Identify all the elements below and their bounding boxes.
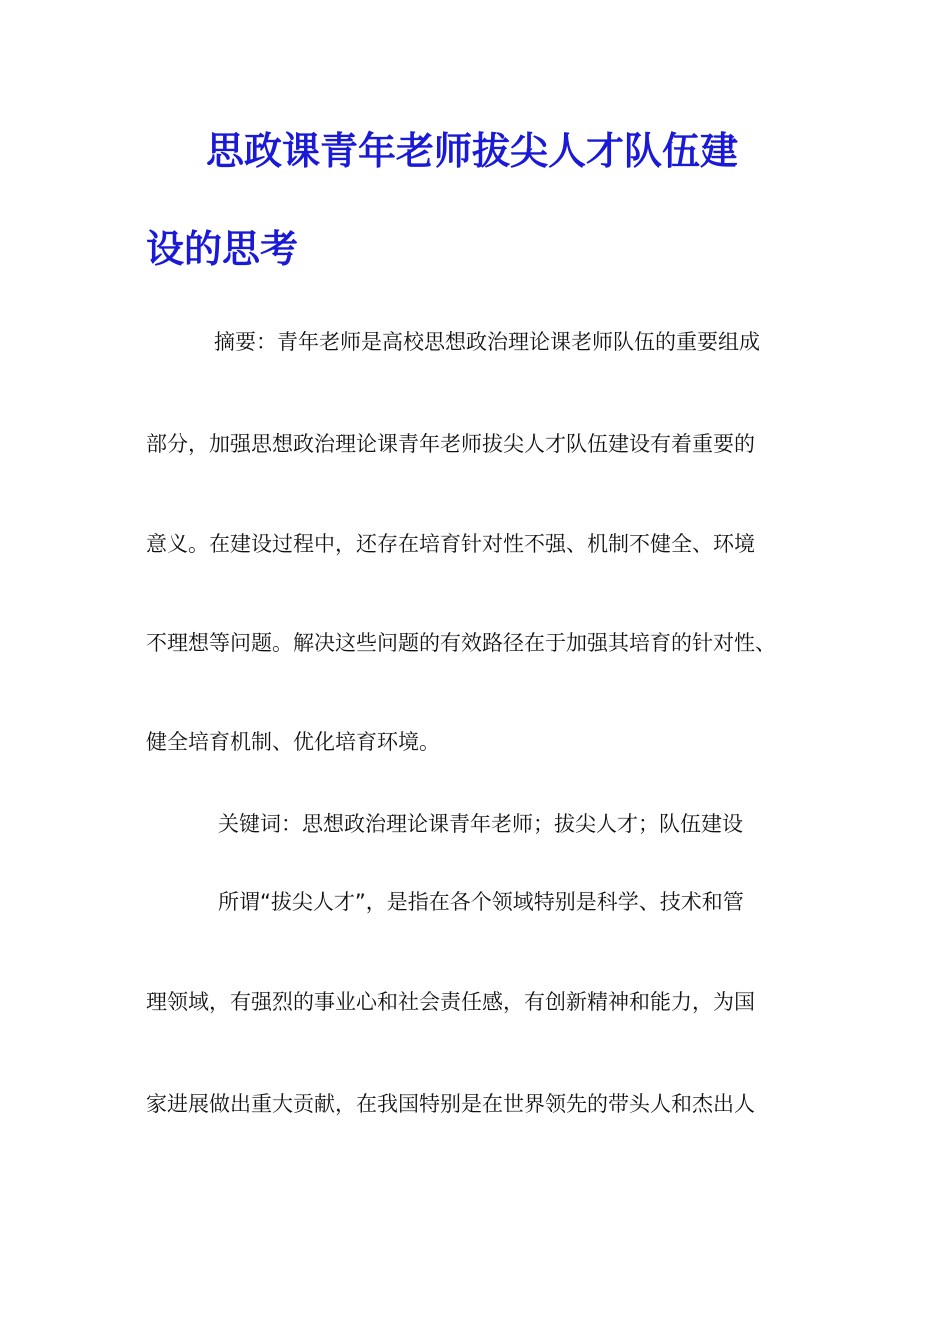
abstract-line-1: 摘要：青年老师是高校思想政治理论课老师队伍的重要组成 xyxy=(214,330,760,354)
keywords-line: 关键词：思想政治理论课青年老师；拔尖人才；队伍建设 xyxy=(218,812,743,836)
body-line-1: 所谓“拔尖人才”，是指在各个领域特别是科学、技术和管 xyxy=(218,890,744,914)
document-title-line-2: 设的思考 xyxy=(146,227,299,271)
abstract-line-3: 意义。在建设过程中，还存在培育针对性不强、机制不健全、环境 xyxy=(146,532,755,556)
document-title-line-1: 思政课青年老师拔尖人才队伍建 xyxy=(206,129,739,173)
abstract-line-2: 部分，加强思想政治理论课青年老师拔尖人才队伍建设有着重要的 xyxy=(146,432,755,456)
body-line-3: 家进展做出重大贡献，在我国特别是在世界领先的带头人和杰出人 xyxy=(146,1092,755,1116)
abstract-line-4: 不理想等问题。解决这些问题的有效路径在于加强其培育的针对性、 xyxy=(146,631,776,655)
body-line-2: 理领域，有强烈的事业心和社会责任感，有创新精神和能力，为国 xyxy=(146,990,755,1014)
abstract-line-5: 健全培育机制、优化培育环境。 xyxy=(146,730,440,754)
